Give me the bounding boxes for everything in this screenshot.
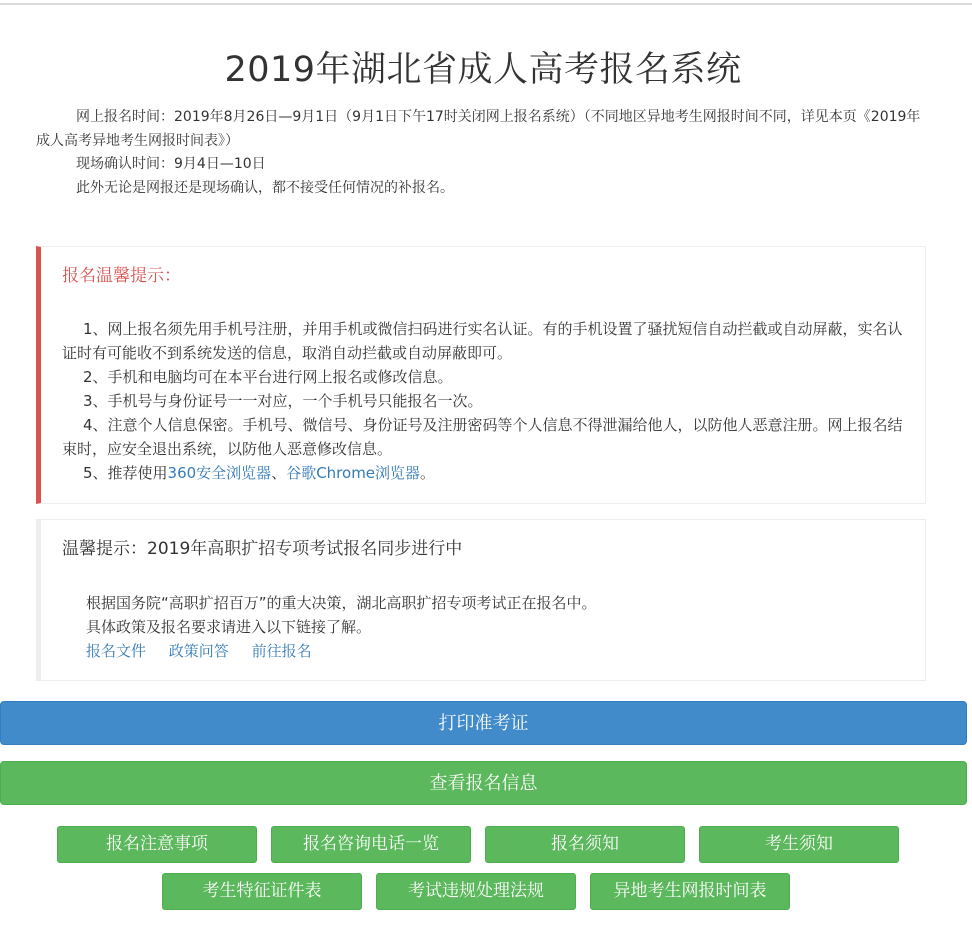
online-registration-time: 网上报名时间：2019年8月26日—9月1日（9月1日下午17时关闭网上报名系统）（不同地区异地考生网报时间不同，详见本页《2019年成人高考异地考生网报时间表》） — [36, 109, 921, 149]
candidate-id-types-button[interactable]: 考生特征证件表 — [162, 873, 362, 910]
tip5-suffix: 。 — [420, 464, 436, 482]
notice-links — [86, 639, 906, 663]
policy-qa-link[interactable]: 政策问答 — [168, 642, 229, 660]
top-divider — [0, 3, 972, 5]
onsite-confirmation-time: 现场确认时间：9月4日—10日 — [76, 156, 266, 172]
registration-guide-button[interactable]: 报名须知 — [485, 826, 685, 863]
tip-item: 2、手机和电脑均可在本平台进行网上报名或修改信息。 — [83, 368, 453, 386]
consultation-phones-button[interactable]: 报名咨询电话一览 — [271, 826, 471, 863]
go-register-link[interactable]: 前往报名 — [251, 642, 312, 660]
print-admission-ticket-button[interactable]: 打印准考证 — [0, 701, 967, 745]
remote-registration-schedule-button[interactable]: 异地考生网报时间表 — [590, 873, 790, 910]
view-registration-info-button[interactable]: 查看报名信息 — [0, 761, 967, 805]
tips-list — [62, 317, 914, 485]
candidate-guide-button[interactable]: 考生须知 — [699, 826, 899, 863]
registration-tips-panel — [36, 246, 926, 504]
page-title: 2019年湖北省成人高考报名系统 — [224, 50, 742, 90]
registration-notes-button[interactable]: 报名注意事项 — [57, 826, 257, 863]
tip-item: 1、网上报名须先用手机号注册，并用手机或微信扫码进行实名认证。有的手机设置了骚扰短信自动拦截或自动屏蔽，实名认证时有可能收不到系统发送的信息，取消自动拦截或自动屏蔽即可。 — [62, 320, 903, 362]
tips-heading: 报名温馨提示： — [62, 266, 181, 286]
tip5-prefix: 5、推荐使用 — [83, 464, 168, 482]
notice-line: 根据国务院“高职扩招百万”的重大决策，湖北高职扩招专项考试正在报名中。 — [86, 594, 597, 612]
browser-360-link[interactable]: 360安全浏览器 — [167, 464, 272, 482]
registration-documents-link[interactable]: 报名文件 — [86, 642, 147, 660]
tip-item-browsers — [62, 461, 914, 485]
exam-violation-rules-button[interactable]: 考试违规处理法规 — [376, 873, 576, 910]
tip-item: 4、注意个人信息保密。手机号、微信号、身份证号及注册密码等个人信息不得泄漏给他人，以防他人恶意注册。网上报名结束时，应安全退出系统，以防他人恶意修改信息。 — [62, 416, 903, 458]
notice-heading: 温馨提示：2019年高职扩招专项考试报名同步进行中 — [62, 539, 463, 559]
intro-section — [36, 106, 926, 200]
notice-line: 具体政策及报名要求请进入以下链接了解。 — [86, 618, 372, 636]
browser-chrome-link[interactable]: 谷歌Chrome浏览器 — [286, 464, 421, 482]
no-late-registration-note: 此外无论是网报还是现场确认，都不接受任何情况的补报名。 — [76, 179, 454, 196]
vocational-notice-panel — [36, 519, 926, 681]
tip5-separator: 、 — [271, 464, 287, 482]
notice-body — [86, 591, 906, 663]
tip-item: 3、手机号与身份证号一一对应，一个手机号只能报名一次。 — [83, 392, 483, 410]
